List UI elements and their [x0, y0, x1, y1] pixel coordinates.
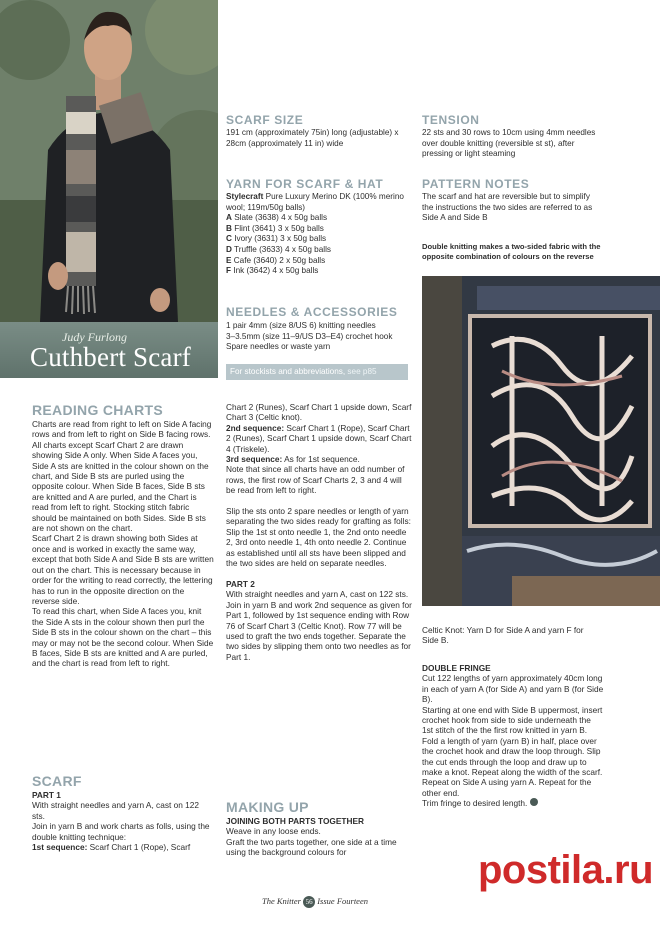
model-photo-illustration [0, 0, 218, 322]
body-paragraph: Join in yarn B and work charts as folls, using the double knitting technique: [32, 821, 210, 842]
scarf-size-text: 191 cm (approximately 75in) long (adjustable) x 28cm (approximately 11 in) wide [226, 128, 399, 148]
making-up-heading: MAKING UP [226, 799, 309, 815]
scarf-sequences-body [226, 402, 412, 662]
scarf-closeup-photo [422, 276, 660, 606]
body-paragraph: Starting at one end with Side B uppermost, insert crochet hook from side to side underneath the 1st stitch of the the first row knitted in yarn B. Fold a length of yarn (yarn B) in half, place over the crochet hook and draw the loop through. Slip the cut ends through the loop and draw up to make a knot. Repeat along the width of the scarf. [422, 704, 603, 778]
pattern-notes-heading: PATTERN NOTES [422, 177, 530, 191]
yarn-colour: Ivory (3631) 3 x 50g balls [231, 234, 327, 244]
body-paragraph: Graft the two parts together, one side at a time using the background colours for [226, 836, 397, 858]
stockist-text: For stockists and abbreviations, [230, 367, 348, 376]
celtic-knot-caption: Celtic Knot: Yarn D for Side A and yarn F for Side B. [422, 625, 584, 646]
body-paragraph: Slip the 1st st onto needle 1, the 2nd onto needle 2, 3rd onto needle 1, 4th onto needle 2. Continue as established until all sts have been slipped and the two sides are held on separate needles. [226, 526, 407, 569]
seq3-text: As for 1st sequence. [282, 454, 360, 465]
needles-line: 1 pair 4mm (size 8/US 6) knitting needles [226, 321, 376, 330]
needles-line: Spare needles or waste yarn [226, 342, 331, 352]
yarn-colour: Truffle (3633) 4 x 50g balls [231, 244, 331, 254]
pattern-notes-caption: Double knitting makes a two-sided fabric with the opposite combination of colours on the reverse [422, 242, 601, 261]
part1-label: PART 1 [32, 790, 61, 800]
body-paragraph: Cut 122 lengths of yarn approximately 40cm long in each of yarn A (for Side A) and yarn B (for Side B). [422, 673, 604, 705]
making-up-body [226, 816, 412, 858]
yarn-colour-code: A [226, 213, 232, 223]
fringe-section [422, 663, 604, 809]
needles-heading: NEEDLES & ACCESSORIES [226, 305, 398, 319]
magazine-name: The Knitter [262, 896, 301, 906]
end-mark-icon [530, 798, 538, 806]
pattern-notes-text: The scarf and hat are reversible but to simplify the instructions the two sides are referred to as Side A and Side B [422, 192, 593, 223]
seq2-text: Scarf Chart 1 (Rope), Scarf Chart 2 (Runes), Scarf Chart 1 upside down, Scarf Chart 4 (Triskele). [226, 422, 412, 454]
body-paragraph: Weave in any loose ends. [226, 826, 321, 837]
designer-name: Judy Furlong [62, 330, 127, 344]
yarn-colour-code: B [226, 223, 232, 233]
seq1-text-start: Scarf Chart 1 (Rope), Scarf [87, 842, 191, 853]
watermark: postila.ru [478, 848, 654, 892]
scarf-size-heading: SCARF SIZE [226, 113, 304, 127]
body-paragraph: To read this chart, when Side A faces you, knit the Side A sts in the colour shown then purl the Side B sts in the colour shown on the chart – this may or may not be the second colour. When Side B faces, Side B sts are knitted and A are purled, and the chart is read from left to right. [32, 606, 214, 669]
celtic-knot-illustration [422, 276, 660, 606]
body-paragraph: Slip the sts onto 2 spare needles or length of yarn separating the two sides ready for grafting as folls: [226, 506, 411, 527]
seq2-label: 2nd sequence: [226, 422, 285, 433]
body-paragraph: Note that since all charts have an odd number of rows, the first row of Scarf Charts 2, 3 and 4 will be read from left to right. [226, 464, 405, 496]
tension-text: 22 sts and 30 rows to 10cm using 4mm needles over double knitting (reversible st st), after pressing or light steaming [422, 128, 596, 159]
yarn-colour-code: C [226, 234, 232, 244]
page-footer [262, 896, 368, 908]
tension-heading: TENSION [422, 113, 480, 127]
making-up-subheading: JOINING BOTH PARTS TOGETHER [226, 816, 364, 826]
yarn-colour-code: E [226, 255, 232, 265]
pattern-title: Cuthbert Scarf [30, 342, 192, 372]
yarn-colour-code: F [226, 266, 232, 276]
yarn-colour: Flint (3641) 3 x 50g balls [231, 223, 324, 233]
body-paragraph: Scarf Chart 2 is drawn showing both Sides at once and is worked in exactly the same way, except that both Side A and Side B sts are written out on the chart. This is necessary because in order for the writing to read correctly, the lettering has to run in the opposite direction on the reverse side. [32, 533, 214, 606]
page-number: 56 [303, 896, 315, 908]
seq1-continued: Chart 2 (Runes), Scarf Chart 1 upside down, Scarf Chart 3 (Celtic knot). [226, 402, 412, 423]
yarn-colour-code: D [226, 244, 232, 254]
stockist-bar [226, 364, 408, 380]
needles-list [226, 321, 414, 353]
yarn-brand: Stylecraft [226, 192, 264, 201]
fringe-heading: DOUBLE FRINGE [422, 663, 491, 673]
yarn-colour: Ink (3642) 4 x 50g balls [231, 266, 319, 276]
body-paragraph: All charts except Scarf Chart 2 are drawn showing Side A only. When Side A faces you, Side A sts are knitted in the colour shown on the chart, and Side B sts are purled using the opposite colour. When Side B faces, Side B sts are knitted and A are purled, and the Chart is read from left to right. Stocking stitch fabric should be maintained on both Sides. Side B sts are not shown on the chart. [32, 439, 209, 534]
yarn-colour: Slate (3638) 4 x 50g balls [231, 213, 328, 223]
yarn-colour: Cafe (3640) 2 x 50g balls [231, 255, 326, 265]
needles-line: 3–3.5mm (size 11–9/US D3–E4) crochet hook [226, 331, 393, 341]
body-paragraph: With straight needles and yarn A, cast on 122 sts. [226, 589, 409, 600]
scarf-heading: SCARF [32, 773, 82, 789]
model-photo [0, 0, 218, 322]
reading-charts-body [32, 419, 214, 669]
seq3-label: 3rd sequence: [226, 454, 283, 465]
yarn-heading: YARN FOR SCARF & HAT [226, 177, 384, 191]
seq1-label: 1st sequence: [32, 842, 88, 853]
part2-label: PART 2 [226, 578, 255, 589]
reading-charts-heading: READING CHARTS [32, 402, 163, 418]
body-paragraph: Trim fringe to desired length. [422, 798, 528, 809]
issue-label: Issue Fourteen [317, 896, 368, 906]
body-paragraph: Repeat on Side A using yarn A. Repeat for the other end. [422, 777, 592, 798]
scarf-part1-body [32, 790, 214, 852]
body-paragraph: Join in yarn B and work 2nd sequence as given for Part 1, followed by 1st sequence ending with Row 76 of Scarf Chart 3 (Celtic Knot). Row 77 will be used to graft the two ends together. Separate the two sides by slipping them onto two needles as for Part 1. [226, 599, 412, 662]
yarn-details [226, 192, 412, 277]
yarn-intro: Pure Luxury Merino DK (100% merino wool; 119m/50g balls) [226, 192, 404, 212]
body-paragraph: With straight needles and yarn A, cast on 122 sts. [32, 800, 199, 821]
stockist-page-link[interactable]: see p85 [347, 367, 377, 376]
body-paragraph: Charts are read from right to left on Side A facing rows and from left to right on Side B facing rows. [32, 419, 212, 440]
